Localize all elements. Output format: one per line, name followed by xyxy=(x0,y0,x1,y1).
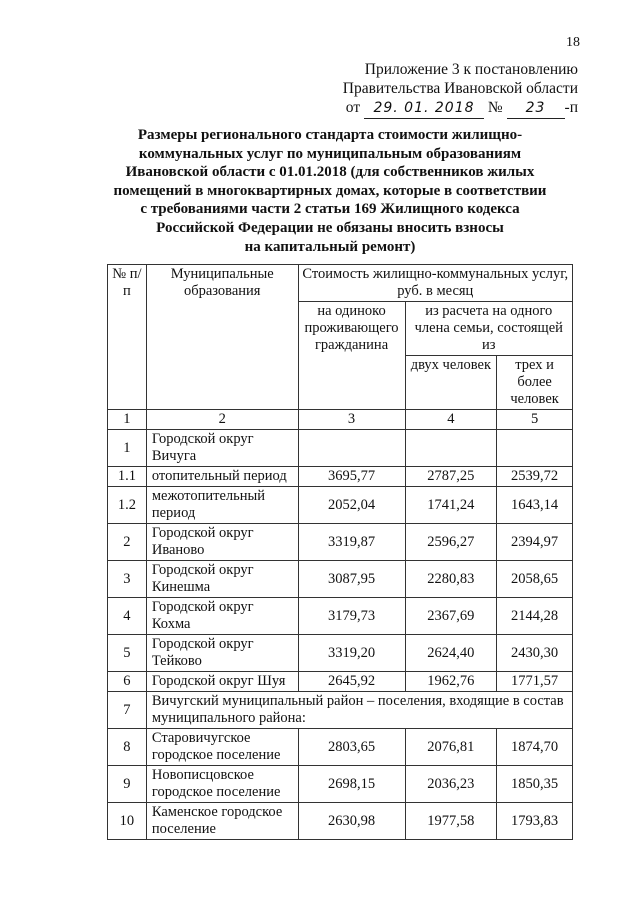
table-row xyxy=(108,524,573,561)
cell-single: 2698,15 xyxy=(298,766,405,803)
cell-two: 2367,69 xyxy=(405,598,497,635)
table-row xyxy=(108,692,573,729)
table-row xyxy=(108,729,573,766)
cell-three-plus: 1771,57 xyxy=(497,672,573,692)
header-row-1 xyxy=(108,265,573,302)
cell-two xyxy=(405,430,497,467)
row-number: 9 xyxy=(108,766,147,803)
cell-three-plus: 1850,35 xyxy=(497,766,573,803)
table-row xyxy=(108,487,573,524)
row-section-title: Вичугский муниципальный район – поселения, входящие в состав муниципального района: xyxy=(146,692,572,729)
row-number: 3 xyxy=(108,561,147,598)
cell-single: 3319,87 xyxy=(298,524,405,561)
row-municipality: Городской округ Тейково xyxy=(146,635,298,672)
header-two: двух человек xyxy=(405,356,497,410)
cell-three-plus: 2058,65 xyxy=(497,561,573,598)
cell-three-plus: 2394,97 xyxy=(497,524,573,561)
row-number: 2 xyxy=(108,524,147,561)
cell-two: 2036,23 xyxy=(405,766,497,803)
row-municipality: Новописцовское городское поселение xyxy=(146,766,298,803)
cell-single: 2803,65 xyxy=(298,729,405,766)
table-row xyxy=(108,561,573,598)
table-row xyxy=(108,803,573,840)
title-line: Российской Федерации не обязаны вносить взносы xyxy=(156,219,504,236)
table-row xyxy=(108,598,573,635)
number-label: № xyxy=(487,99,503,116)
cell-single: 2630,98 xyxy=(298,803,405,840)
header-num: № п/п xyxy=(108,265,147,410)
table-row xyxy=(108,467,573,487)
cell-two: 1741,24 xyxy=(405,487,497,524)
from-label: от xyxy=(345,99,361,116)
cell-three-plus: 2539,72 xyxy=(497,467,573,487)
header-cost: Стоимость жилищно-коммунальных услуг, руб. в месяц xyxy=(298,265,572,302)
cell-three-plus xyxy=(497,430,573,467)
appendix-header xyxy=(343,60,578,119)
cell-two: 2280,83 xyxy=(405,561,497,598)
column-number-row xyxy=(108,410,573,430)
row-municipality: Городской округ Кинешма xyxy=(146,561,298,598)
row-number: 4 xyxy=(108,598,147,635)
table-row xyxy=(108,635,573,672)
cell-single: 2052,04 xyxy=(298,487,405,524)
header-three-plus: трех и более человек xyxy=(497,356,573,410)
cell-three-plus: 2144,28 xyxy=(497,598,573,635)
row-municipality: Городской округ Кохма xyxy=(146,598,298,635)
row-number: 7 xyxy=(108,692,147,729)
cell-single xyxy=(298,430,405,467)
row-municipality: межотопительный период xyxy=(146,487,298,524)
title-line: на капитальный ремонт) xyxy=(244,238,416,255)
cell-two: 2596,27 xyxy=(405,524,497,561)
row-number: 6 xyxy=(108,672,147,692)
cell-two: 2076,81 xyxy=(405,729,497,766)
row-number: 5 xyxy=(108,635,147,672)
handwritten-date: 29. 01. 2018 xyxy=(364,99,484,119)
appendix-line-3 xyxy=(343,98,578,119)
cell-two: 2787,25 xyxy=(405,467,497,487)
cell-single: 2645,92 xyxy=(298,672,405,692)
title-line: с требованиями части 2 статьи 169 Жилищного кодекса xyxy=(140,201,520,218)
title-line: помещений в многоквартирных домах, которые в соответствии xyxy=(113,182,547,199)
header-single: на одиноко проживающего гражданина xyxy=(298,302,405,410)
col-number: 5 xyxy=(497,410,573,430)
col-number: 4 xyxy=(405,410,497,430)
header-per-member: из расчета на одного члена семьи, состоящей из xyxy=(405,302,572,356)
cell-two: 2624,40 xyxy=(405,635,497,672)
cell-two: 1977,58 xyxy=(405,803,497,840)
col-number: 3 xyxy=(298,410,405,430)
table-row xyxy=(108,430,573,467)
table-row xyxy=(108,672,573,692)
title-line: Ивановской области с 01.01.2018 (для собственников жилых xyxy=(125,164,535,181)
cell-single: 3695,77 xyxy=(298,467,405,487)
number-suffix: -п xyxy=(564,99,578,116)
appendix-line-1: Приложение 3 к постановлению xyxy=(364,61,578,78)
row-municipality: Городской округ Иваново xyxy=(146,524,298,561)
handwritten-number: 23 xyxy=(507,99,565,119)
row-municipality: Городской округ Шуя xyxy=(146,672,298,692)
title-line: Размеры регионального стандарта стоимости жилищно- xyxy=(137,127,523,143)
cell-single: 3087,95 xyxy=(298,561,405,598)
appendix-line-2: Правительства Ивановской области xyxy=(342,80,578,97)
document-title xyxy=(95,126,565,256)
col-number: 2 xyxy=(146,410,298,430)
cell-single: 3319,20 xyxy=(298,635,405,672)
cell-three-plus: 2430,30 xyxy=(497,635,573,672)
row-number: 1.2 xyxy=(108,487,147,524)
cell-three-plus: 1793,83 xyxy=(497,803,573,840)
row-municipality: Старовичугское городское поселение xyxy=(146,729,298,766)
cost-table xyxy=(107,264,573,840)
cell-single: 3179,73 xyxy=(298,598,405,635)
header-municipality: Муниципальные образования xyxy=(146,265,298,410)
row-municipality: Городской округ Вичуга xyxy=(146,430,298,467)
col-number: 1 xyxy=(108,410,147,430)
row-municipality: отопительный период xyxy=(146,467,298,487)
table-row xyxy=(108,766,573,803)
row-number: 10 xyxy=(108,803,147,840)
cell-two: 1962,76 xyxy=(405,672,497,692)
row-number: 8 xyxy=(108,729,147,766)
row-number: 1.1 xyxy=(108,467,147,487)
row-number: 1 xyxy=(108,430,147,467)
row-municipality: Каменское городское поселение xyxy=(146,803,298,840)
cell-three-plus: 1643,14 xyxy=(497,487,573,524)
page-number: 18 xyxy=(566,35,580,50)
cell-three-plus: 1874,70 xyxy=(497,729,573,766)
title-line: коммунальных услуг по муниципальным образованиям xyxy=(138,145,522,162)
